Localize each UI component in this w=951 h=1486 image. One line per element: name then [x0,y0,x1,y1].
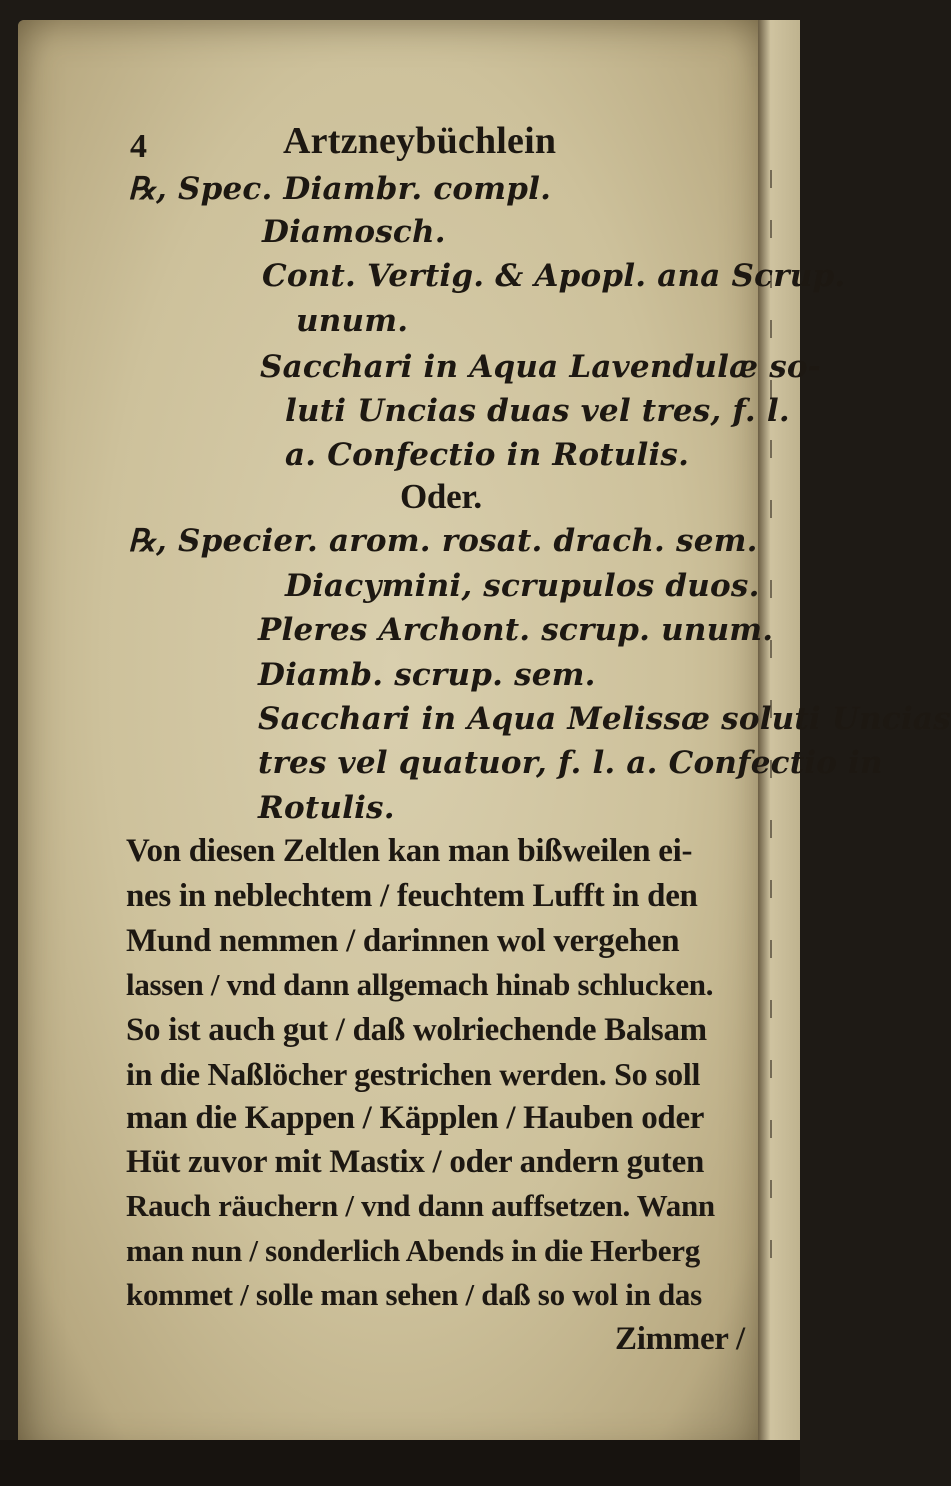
text-line: kommet / solle man sehen / daß so wol in das [126,1277,702,1312]
text-line: nes in neblechtem / feuchtem Lufft in den [126,878,698,914]
text-line: Hüt zuvor mit Mastix / oder andern guten [126,1144,705,1180]
catchword: Zimmer / [615,1321,745,1357]
page-number: 4 [130,128,148,165]
recipe-line: Sacchari in Aqua Melissæ soluti Uncias [258,701,951,737]
recipe-line: ℞, Spec. Diambr. compl. [128,171,552,207]
text-line: Von diesen Zeltlen kan man bißweilen ei- [126,833,693,869]
running-head: Artzneybüchlein [283,120,557,162]
recipe-line: Diamosch. [262,214,446,250]
text-line: lassen / vnd dann allgemach hinab schlucken. [126,967,714,1002]
recipe-line: ℞, Specier. arom. rosat. drach. sem. [128,523,758,559]
recipe-line: a. Confectio in Rotulis. [285,437,690,473]
recipe-line: Rotulis. [258,790,395,826]
recipe-line: Diamb. scrup. sem. [258,657,596,693]
text-line: Mund nemmen / darinnen wol vergehen [126,923,680,959]
recipe-line: Pleres Archont. scrup. unum. [258,612,774,648]
text-line: man nun / sonderlich Abends in die Herberg [126,1233,700,1268]
text-line: in die Naßlöcher gestrichen werden. So soll [126,1056,701,1092]
text-line: man die Kappen / Käpplen / Hauben oder [126,1100,705,1136]
recipe-line: Sacchari in Aqua Lavendulæ so- [260,349,821,385]
text-line: Rauch räuchern / vnd dann auffsetzen. Wann [126,1188,715,1223]
section-heading: Oder. [400,477,482,516]
recipe-line: tres vel quatuor, f. l. a. Confectio in [258,745,883,781]
recipe-line: Diacymini, scrupulos duos. [285,568,760,604]
recipe-line: luti Uncias duas vel tres, f. l. [285,393,790,429]
recipe-line: unum. [296,303,409,339]
recipe-line: Cont. Vertig. & Apopl. ana Scrup. [262,258,846,294]
scan-background [0,1440,800,1486]
text-line: So ist auch gut / daß wolriechende Balsam [126,1012,707,1048]
adjacent-page-edge [758,20,800,1460]
